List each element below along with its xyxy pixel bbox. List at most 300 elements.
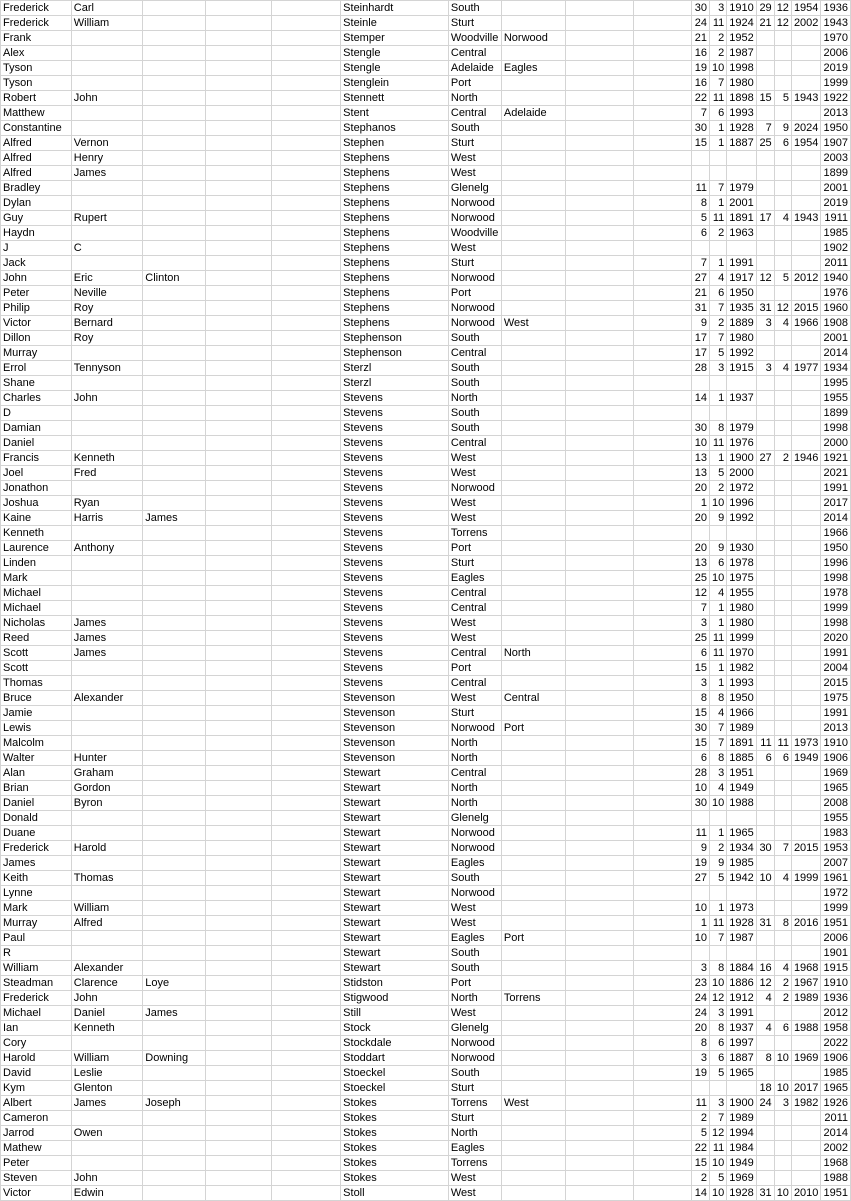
cell[interactable]: 14 [692,1186,710,1201]
cell[interactable] [205,496,271,511]
cell[interactable] [205,916,271,931]
cell[interactable]: 30 [692,796,710,811]
cell[interactable]: 1979 [727,421,756,436]
cell[interactable] [272,1021,341,1036]
cell[interactable]: 5 [774,91,791,106]
cell[interactable] [205,931,271,946]
cell[interactable]: 1 [709,196,726,211]
cell[interactable]: 1900 [727,451,756,466]
cell[interactable] [501,916,566,931]
cell[interactable] [205,991,271,1006]
cell[interactable]: 11 [709,631,726,646]
cell[interactable] [566,226,633,241]
cell[interactable]: 21 [756,16,774,31]
cell[interactable]: 16 [692,76,710,91]
cell[interactable]: 1973 [727,901,756,916]
cell[interactable] [756,181,774,196]
cell[interactable] [272,31,341,46]
cell[interactable] [727,811,756,826]
cell[interactable]: Port [448,286,501,301]
cell[interactable]: Steven [1,1171,72,1186]
cell[interactable] [566,151,633,166]
cell[interactable] [143,571,206,586]
cell[interactable] [205,301,271,316]
cell[interactable]: 3 [709,361,726,376]
cell[interactable] [566,1036,633,1051]
cell[interactable]: West [448,616,501,631]
cell[interactable]: William [71,1051,143,1066]
cell[interactable] [272,691,341,706]
cell[interactable]: 2 [709,841,726,856]
cell[interactable] [727,151,756,166]
cell[interactable] [774,901,791,916]
cell[interactable] [501,1156,566,1171]
cell[interactable] [774,286,791,301]
cell[interactable]: 3 [709,766,726,781]
cell[interactable]: 2 [709,316,726,331]
cell[interactable] [501,151,566,166]
cell[interactable] [501,286,566,301]
cell[interactable]: 7 [709,1111,726,1126]
cell[interactable]: Haydn [1,226,72,241]
cell[interactable] [143,106,206,121]
cell[interactable] [501,706,566,721]
cell[interactable] [143,286,206,301]
cell[interactable]: Fred [71,466,143,481]
cell[interactable] [71,226,143,241]
cell[interactable] [791,676,820,691]
cell[interactable]: 5 [692,211,710,226]
cell[interactable] [774,406,791,421]
cell[interactable]: 1970 [727,646,756,661]
cell[interactable] [272,1126,341,1141]
cell[interactable]: North [448,751,501,766]
cell[interactable]: 1901 [821,946,851,961]
cell[interactable]: Stent [341,106,449,121]
cell[interactable]: Stewart [341,886,449,901]
cell[interactable]: 4 [774,361,791,376]
cell[interactable] [501,1171,566,1186]
cell[interactable]: 1928 [727,916,756,931]
cell[interactable]: South [448,1066,501,1081]
cell[interactable] [756,541,774,556]
cell[interactable]: Anthony [71,541,143,556]
cell[interactable]: Peter [1,286,72,301]
cell[interactable]: 1887 [727,1051,756,1066]
cell[interactable] [71,436,143,451]
cell[interactable]: Stephens [341,226,449,241]
cell[interactable]: William [1,961,72,976]
cell[interactable] [272,1111,341,1126]
cell[interactable] [633,301,691,316]
cell[interactable] [205,541,271,556]
cell[interactable]: 1 [709,676,726,691]
cell[interactable] [501,601,566,616]
cell[interactable]: 1899 [821,166,851,181]
cell[interactable]: 1942 [727,871,756,886]
cell[interactable] [143,496,206,511]
cell[interactable]: 1955 [727,586,756,601]
cell[interactable] [143,841,206,856]
cell[interactable]: 1983 [821,826,851,841]
cell[interactable] [633,841,691,856]
cell[interactable] [71,571,143,586]
cell[interactable] [566,766,633,781]
cell[interactable] [633,586,691,601]
cell[interactable] [633,976,691,991]
cell[interactable] [143,811,206,826]
cell[interactable] [272,301,341,316]
cell[interactable] [205,781,271,796]
cell[interactable] [205,91,271,106]
cell[interactable]: 2 [709,481,726,496]
cell[interactable] [205,1081,271,1096]
cell[interactable] [501,91,566,106]
cell[interactable] [566,916,633,931]
cell[interactable] [774,481,791,496]
cell[interactable] [633,706,691,721]
cell[interactable]: Mark [1,571,72,586]
cell[interactable] [791,241,820,256]
cell[interactable]: 5 [709,466,726,481]
cell[interactable]: Joel [1,466,72,481]
cell[interactable]: Central [448,766,501,781]
cell[interactable]: Stewart [341,826,449,841]
cell[interactable]: 22 [692,1141,710,1156]
cell[interactable]: Murray [1,916,72,931]
cell[interactable] [272,526,341,541]
cell[interactable] [633,256,691,271]
cell[interactable] [756,781,774,796]
cell[interactable] [272,481,341,496]
cell[interactable] [272,676,341,691]
cell[interactable]: Glenelg [448,811,501,826]
cell[interactable]: Stephenson [341,331,449,346]
cell[interactable]: Cory [1,1036,72,1051]
cell[interactable] [791,391,820,406]
cell[interactable] [501,421,566,436]
cell[interactable]: 1930 [727,541,756,556]
cell[interactable] [272,361,341,376]
cell[interactable] [71,196,143,211]
cell[interactable]: 2 [709,31,726,46]
cell[interactable]: 4 [756,1021,774,1036]
cell[interactable] [205,61,271,76]
cell[interactable]: 3 [709,1,726,16]
cell[interactable] [272,1171,341,1186]
cell[interactable]: Sturt [448,136,501,151]
cell[interactable]: 5 [709,346,726,361]
cell[interactable] [791,1006,820,1021]
cell[interactable]: Scott [1,646,72,661]
cell[interactable] [272,886,341,901]
cell[interactable] [633,856,691,871]
cell[interactable]: 1928 [727,121,756,136]
cell[interactable] [756,256,774,271]
cell[interactable] [272,841,341,856]
cell[interactable]: 2012 [821,1006,851,1021]
cell[interactable]: Port [448,976,501,991]
cell[interactable]: 12 [709,1126,726,1141]
cell[interactable]: Central [448,586,501,601]
cell[interactable] [272,751,341,766]
cell[interactable]: Frederick [1,991,72,1006]
cell[interactable]: West [448,151,501,166]
cell[interactable] [774,151,791,166]
cell[interactable]: 7 [709,76,726,91]
cell[interactable] [272,961,341,976]
cell[interactable]: 10 [774,1081,791,1096]
cell[interactable]: 1965 [821,1081,851,1096]
cell[interactable]: Damian [1,421,72,436]
cell[interactable] [774,436,791,451]
cell[interactable] [272,556,341,571]
cell[interactable] [566,961,633,976]
cell[interactable] [71,31,143,46]
cell[interactable]: Woodville [448,226,501,241]
cell[interactable] [692,376,710,391]
cell[interactable]: Stigwood [341,991,449,1006]
cell[interactable] [756,661,774,676]
cell[interactable] [272,121,341,136]
cell[interactable] [566,661,633,676]
cell[interactable] [205,646,271,661]
cell[interactable]: Eagles [501,61,566,76]
cell[interactable] [501,781,566,796]
cell[interactable] [633,181,691,196]
cell[interactable]: Daniel [1,436,72,451]
cell[interactable]: 3 [709,1096,726,1111]
cell[interactable]: Henry [71,151,143,166]
cell[interactable]: Reed [1,631,72,646]
cell[interactable] [566,886,633,901]
cell[interactable] [756,631,774,646]
cell[interactable] [501,466,566,481]
cell[interactable] [774,1126,791,1141]
cell[interactable] [633,76,691,91]
cell[interactable]: Port [501,721,566,736]
cell[interactable]: 2010 [791,1186,820,1201]
cell[interactable]: 1950 [821,121,851,136]
cell[interactable]: Stevenson [341,751,449,766]
cell[interactable] [566,826,633,841]
cell[interactable]: Norwood [448,196,501,211]
cell[interactable] [566,301,633,316]
cell[interactable]: South [448,121,501,136]
cell[interactable]: R [1,946,72,961]
cell[interactable]: 1985 [727,856,756,871]
cell[interactable]: Michael [1,601,72,616]
cell[interactable] [633,1126,691,1141]
cell[interactable] [272,271,341,286]
cell[interactable] [633,736,691,751]
cell[interactable]: Stephenson [341,346,449,361]
cell[interactable] [566,586,633,601]
cell[interactable] [566,871,633,886]
cell[interactable] [633,1066,691,1081]
cell[interactable]: 1997 [727,1036,756,1051]
cell[interactable] [143,76,206,91]
cell[interactable]: 2017 [821,496,851,511]
cell[interactable] [272,226,341,241]
cell[interactable] [272,1,341,16]
cell[interactable]: Alfred [1,166,72,181]
cell[interactable] [272,871,341,886]
cell[interactable]: West [448,511,501,526]
cell[interactable]: Shane [1,376,72,391]
cell[interactable]: Frederick [1,1,72,16]
cell[interactable]: 1978 [727,556,756,571]
cell[interactable]: Stewart [341,901,449,916]
cell[interactable] [143,331,206,346]
cell[interactable] [791,661,820,676]
cell[interactable]: 1906 [821,751,851,766]
cell[interactable] [791,1156,820,1171]
cell[interactable] [633,136,691,151]
cell[interactable] [791,721,820,736]
cell[interactable]: James [71,166,143,181]
cell[interactable] [633,166,691,181]
cell[interactable] [633,361,691,376]
cell[interactable]: 6 [692,226,710,241]
cell[interactable]: Malcolm [1,736,72,751]
cell[interactable]: 1885 [727,751,756,766]
cell[interactable] [143,436,206,451]
cell[interactable] [272,316,341,331]
cell[interactable]: 11 [709,1141,726,1156]
cell[interactable] [727,406,756,421]
cell[interactable] [272,976,341,991]
cell[interactable]: 21 [692,31,710,46]
cell[interactable]: 9 [709,541,726,556]
cell[interactable]: Stevens [341,421,449,436]
cell[interactable] [633,1141,691,1156]
cell[interactable] [501,541,566,556]
cell[interactable] [272,151,341,166]
cell[interactable]: 6 [692,751,710,766]
cell[interactable]: Neville [71,286,143,301]
cell[interactable] [205,811,271,826]
cell[interactable]: 1924 [727,16,756,31]
cell[interactable]: 20 [692,541,710,556]
cell[interactable] [774,676,791,691]
cell[interactable]: Stevenson [341,721,449,736]
cell[interactable]: Sturt [448,1081,501,1096]
cell[interactable]: 2020 [821,631,851,646]
cell[interactable] [205,1111,271,1126]
cell[interactable]: 10 [709,796,726,811]
cell[interactable] [501,391,566,406]
cell[interactable]: 8 [756,1051,774,1066]
cell[interactable]: Harold [1,1051,72,1066]
cell[interactable] [272,76,341,91]
cell[interactable] [143,391,206,406]
cell[interactable] [566,16,633,31]
cell[interactable]: James [1,856,72,871]
cell[interactable]: 1949 [727,1156,756,1171]
cell[interactable]: Harold [71,841,143,856]
cell[interactable]: 4 [774,211,791,226]
cell[interactable]: 2006 [821,931,851,946]
cell[interactable]: 7 [709,721,726,736]
cell[interactable]: 1958 [821,1021,851,1036]
cell[interactable] [501,886,566,901]
cell[interactable]: Stephen [341,136,449,151]
cell[interactable] [633,961,691,976]
cell[interactable] [791,616,820,631]
cell[interactable]: 11 [756,736,774,751]
cell[interactable]: 1 [709,901,726,916]
cell[interactable]: 1999 [821,76,851,91]
cell[interactable] [633,226,691,241]
cell[interactable]: North [448,91,501,106]
cell[interactable] [727,946,756,961]
cell[interactable] [633,886,691,901]
cell[interactable] [143,886,206,901]
cell[interactable] [501,511,566,526]
cell[interactable]: Michael [1,1006,72,1021]
cell[interactable] [633,1171,691,1186]
cell[interactable] [143,856,206,871]
cell[interactable] [205,1141,271,1156]
cell[interactable] [566,811,633,826]
cell[interactable]: 1936 [821,1,851,16]
cell[interactable] [756,931,774,946]
cell[interactable] [71,811,143,826]
cell[interactable] [566,466,633,481]
cell[interactable] [774,181,791,196]
cell[interactable] [272,541,341,556]
cell[interactable]: Norwood [448,1036,501,1051]
cell[interactable] [71,661,143,676]
cell[interactable]: 11 [709,16,726,31]
cell[interactable] [791,691,820,706]
cell[interactable] [791,481,820,496]
cell[interactable] [205,346,271,361]
cell[interactable] [205,631,271,646]
cell[interactable] [709,526,726,541]
cell[interactable] [205,121,271,136]
cell[interactable]: 7 [709,331,726,346]
cell[interactable]: 1 [709,136,726,151]
cell[interactable]: Norwood [448,1051,501,1066]
cell[interactable] [143,586,206,601]
cell[interactable] [143,241,206,256]
cell[interactable]: 8 [709,751,726,766]
cell[interactable]: 15 [692,736,710,751]
cell[interactable]: Kaine [1,511,72,526]
cell[interactable] [143,406,206,421]
cell[interactable]: Stevens [341,601,449,616]
cell[interactable] [501,631,566,646]
cell[interactable]: 5 [709,871,726,886]
cell[interactable] [205,331,271,346]
cell[interactable] [756,856,774,871]
cell[interactable] [143,1126,206,1141]
cell[interactable] [709,1081,726,1096]
cell[interactable]: 1936 [821,991,851,1006]
cell[interactable] [501,526,566,541]
cell[interactable]: 25 [692,631,710,646]
cell[interactable]: 2017 [791,1081,820,1096]
cell[interactable] [143,661,206,676]
cell[interactable]: 1943 [791,91,820,106]
cell[interactable] [501,181,566,196]
cell[interactable] [774,1036,791,1051]
cell[interactable]: Stewart [341,916,449,931]
cell[interactable] [756,766,774,781]
cell[interactable] [756,376,774,391]
